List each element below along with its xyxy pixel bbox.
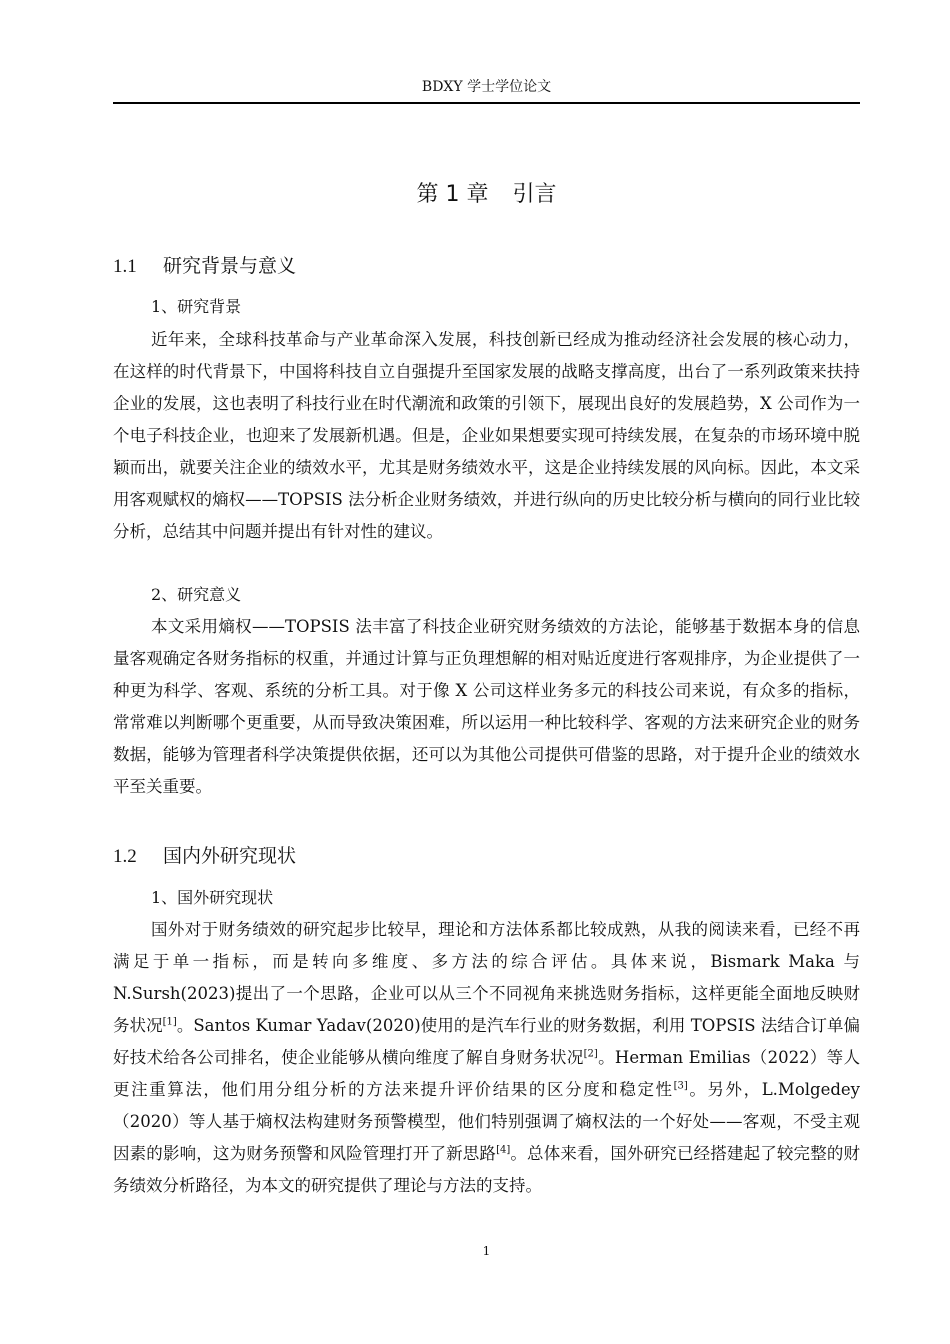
citation-ref: [2] [583,1048,598,1060]
subheading-foreign-research: 1、国外研究现状 [151,888,274,907]
paragraph-text: 。Herman Emilias（2022）等人更注重算法，他们用分组分析的方法来提升评价结果的区分度和稳定性 [113,1048,860,1099]
chapter-heading [113,178,860,212]
paragraph-text: 。Santos Kumar Yadav(2020)使用的是汽车行业的财务数据，利用 TOPSIS 法结合订单偏好技术给各公司排名，使企业能够从横向维度了解自身财务状况 [113,1016,860,1067]
paragraph-research-background: 近年来，全球科技革命与产业革命深入发展，科技创新已经成为推动经济社会发展的核心动力，在这样的时代背景下，中国将科技自立自强提升至国家发展的战略支撑高度，出台了一系列政策来扶持企业的发展，这也表明了科技行业在时代潮流和政策的引领下，展现出良好的发展趋势，X 公司作为一个电子科技企业，也迎来了发展新机遇。但是，企业如果想要实现可持续发展，在复杂的市场环境中脱颖而出，就要关注企业的绩效水平，尤其是财务绩效水平，这是企业持续发展的风向标。因此，本文采用客观赋权的熵权——TOPSIS 法分析企业财务绩效，并进行纵向的历史比较分析与横向的同行业比较分析，总结其中问题并提出有针对性的建议。 [113,330,860,541]
chapter-number: 第 1 章 [416,182,489,207]
subheading-research-background: 1、研究背景 [151,297,242,316]
header-title: BDXY 学士学位论文 [421,79,552,95]
section-number: 1.2 [113,846,137,867]
section-title: 研究背景与意义 [163,255,297,277]
paragraph-foreign-research [113,914,860,1202]
paragraph-research-significance: 本文采用熵权——TOPSIS 法丰富了科技企业研究财务绩效的方法论，能够基于数据本身的信息量客观确定各财务指标的权重，并通过计算与正负理想解的相对贴近度进行客观排序，为企业提供了一种更为科学、客观、系统的分析工具。对于像 X 公司这样业务多元的科技公司来说，有众多的指标，常常难以判断哪个更重要，从而导致决策困难，所以运用一种比较科学、客观的方法来研究企业的财务数据，能够为管理者科学决策提供依据，还可以为其他公司提供可借鉴的思路，对于提升企业的绩效水平至关重要。 [113,617,860,796]
section-heading-1-1 [113,251,860,282]
page-number: 1 [482,1244,491,1258]
citation-ref: [4] [496,1144,511,1156]
section-title: 国内外研究现状 [163,845,297,867]
section-heading-1-2 [113,841,860,872]
subheading-research-significance: 2、研究意义 [151,585,242,604]
citation-ref: [3] [673,1080,688,1092]
paragraph-text: 国外对于财务绩效的研究起步比较早，理论和方法体系都比较成熟，从我的阅读来看，已经不再满足于单一指标，而是转向多维度、多方法的综合评估。具体来说，Bismark Maka 与 N.Sursh(2023)提出了一个思路，企业可以从三个不同视角来挑选财务指标，这样更能全面地反映财务状况 [113,920,860,1035]
paragraph-text: 。总体来看，国外研究已经搭建起了较完整的财务绩效分析路径，为本文的研究提供了理论与方法的支持。 [113,1144,861,1195]
section-number: 1.1 [113,256,137,277]
page-header [113,76,860,104]
paragraph-text: 。另外，L.Molgedey（2020）等人基于熵权法构建财务预警模型，他们特别强调了熵权法的一个好处——客观，不受主观因素的影响，这为财务预警和风险管理打开了新思路 [113,1080,861,1163]
citation-ref: [1] [162,1016,177,1028]
chapter-title: 引言 [512,182,557,207]
